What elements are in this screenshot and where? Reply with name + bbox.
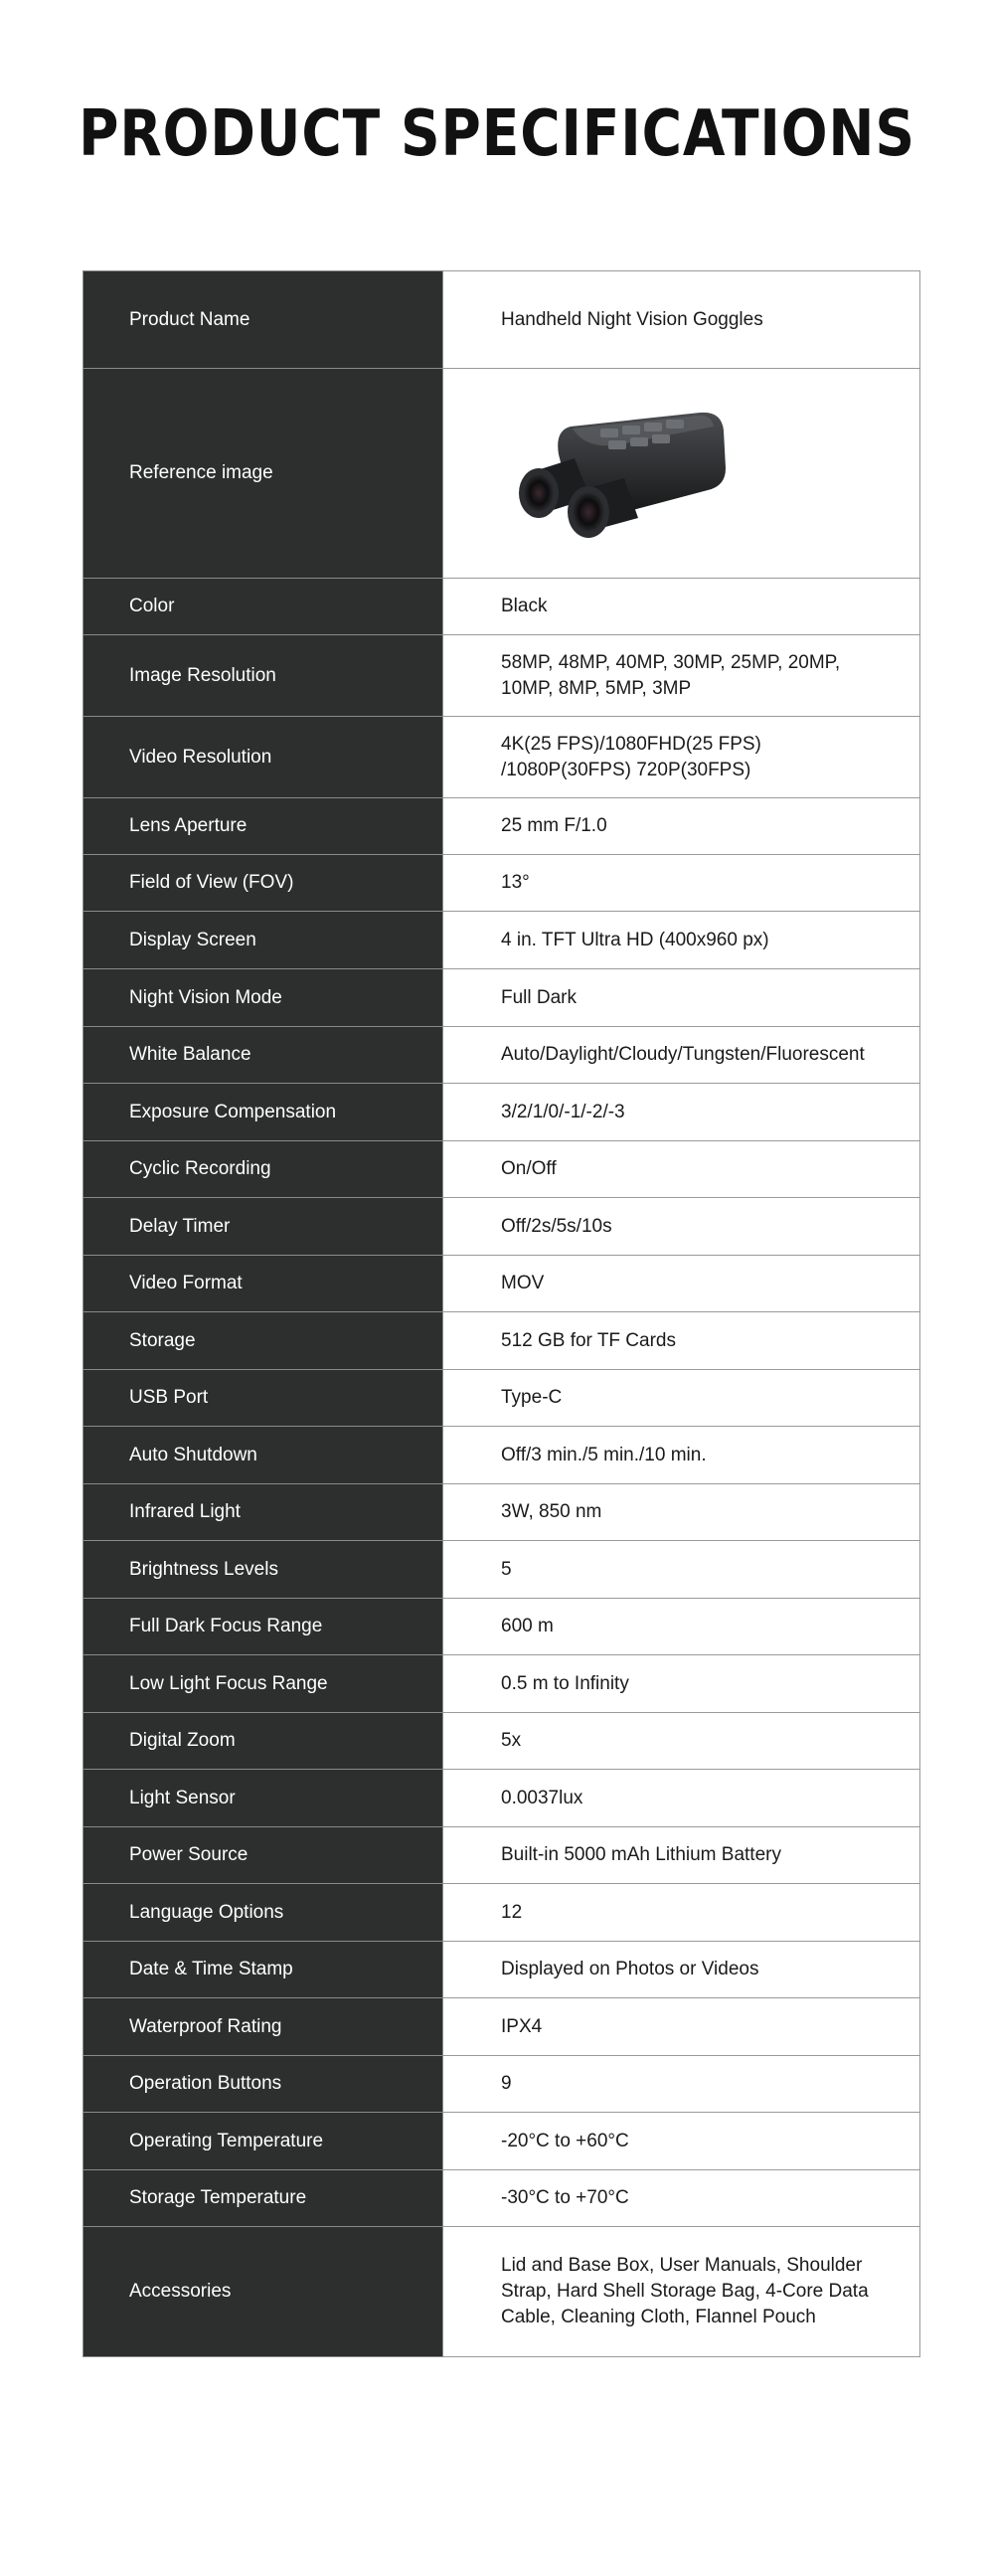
table-row	[83, 969, 920, 1027]
spec-value: Off/2s/5s/10s	[443, 1198, 920, 1256]
spec-label: Color	[83, 579, 443, 635]
spec-value: 4 in. TFT Ultra HD (400x960 px)	[443, 912, 920, 969]
table-row	[83, 1599, 920, 1655]
spec-label: Video Resolution	[83, 717, 443, 798]
table-row	[83, 1141, 920, 1198]
spec-value: Lid and Base Box, User Manuals, Shoulder Strap, Hard Shell Storage Bag, 4-Core Data Cable, Cleaning Cloth, Flannel Pouch	[443, 2227, 920, 2357]
spec-value: 5	[443, 1541, 920, 1599]
spec-value: 58MP, 48MP, 40MP, 30MP, 25MP, 20MP, 10MP, 8MP, 5MP, 3MP	[443, 635, 920, 717]
spec-value: 25 mm F/1.0	[443, 798, 920, 855]
spec-label: Product Name	[83, 271, 443, 369]
spec-label: Low Light Focus Range	[83, 1655, 443, 1713]
spec-label: Exposure Compensation	[83, 1084, 443, 1141]
spec-value: 0.5 m to Infinity	[443, 1655, 920, 1713]
table-row	[83, 1770, 920, 1827]
spec-value: MOV	[443, 1256, 920, 1312]
table-row	[83, 369, 920, 579]
spec-label: Cyclic Recording	[83, 1141, 443, 1198]
spec-label: Auto Shutdown	[83, 1427, 443, 1484]
product-image	[501, 399, 740, 548]
table-row	[83, 1541, 920, 1599]
spec-label: Operation Buttons	[83, 2056, 443, 2113]
table-row	[83, 798, 920, 855]
spec-label: Operating Temperature	[83, 2113, 443, 2170]
table-row	[83, 1827, 920, 1884]
spec-value: Auto/Daylight/Cloudy/Tungsten/Fluorescent	[443, 1027, 920, 1084]
spec-value: 3/2/1/0/-1/-2/-3	[443, 1084, 920, 1141]
night-vision-goggles-icon	[501, 399, 740, 548]
spec-value: 0.0037lux	[443, 1770, 920, 1827]
table-row	[83, 1198, 920, 1256]
spec-label: Image Resolution	[83, 635, 443, 717]
table-row	[83, 1998, 920, 2056]
spec-value: Handheld Night Vision Goggles	[443, 271, 920, 369]
table-row	[83, 1484, 920, 1541]
spec-label: Accessories	[83, 2227, 443, 2357]
table-row	[83, 912, 920, 969]
spec-value: On/Off	[443, 1141, 920, 1198]
table-row	[83, 635, 920, 717]
spec-value: 3W, 850 nm	[443, 1484, 920, 1541]
spec-label: Reference image	[83, 369, 443, 579]
spec-value: Displayed on Photos or Videos	[443, 1942, 920, 1998]
spec-label: Video Format	[83, 1256, 443, 1312]
table-row	[83, 1942, 920, 1998]
spec-value: Built-in 5000 mAh Lithium Battery	[443, 1827, 920, 1884]
spec-value: Off/3 min./5 min./10 min.	[443, 1427, 920, 1484]
table-row	[83, 2113, 920, 2170]
spec-value: Type-C	[443, 1370, 920, 1427]
spec-value: 512 GB for TF Cards	[443, 1312, 920, 1370]
table-row	[83, 855, 920, 912]
spec-label: Field of View (FOV)	[83, 855, 443, 912]
table-row	[83, 717, 920, 798]
table-row	[83, 579, 920, 635]
spec-label: White Balance	[83, 1027, 443, 1084]
spec-label: USB Port	[83, 1370, 443, 1427]
table-row	[83, 1256, 920, 1312]
spec-label: Infrared Light	[83, 1484, 443, 1541]
spec-label: Brightness Levels	[83, 1541, 443, 1599]
spec-value: Full Dark	[443, 969, 920, 1027]
reference-image-cell	[443, 369, 920, 579]
spec-label: Waterproof Rating	[83, 1998, 443, 2056]
spec-label: Lens Aperture	[83, 798, 443, 855]
spec-label: Date & Time Stamp	[83, 1942, 443, 1998]
spec-value: 600 m	[443, 1599, 920, 1655]
spec-value: Black	[443, 579, 920, 635]
table-row	[83, 1884, 920, 1942]
spec-value: 12	[443, 1884, 920, 1942]
spec-value: -30°C to +70°C	[443, 2170, 920, 2227]
table-row	[83, 1027, 920, 1084]
table-row	[83, 2170, 920, 2227]
spec-value: 9	[443, 2056, 920, 2113]
spec-value: 5x	[443, 1713, 920, 1770]
table-row	[83, 1713, 920, 1770]
spec-label: Language Options	[83, 1884, 443, 1942]
spec-value: IPX4	[443, 1998, 920, 2056]
spec-value: 4K(25 FPS)/1080FHD(25 FPS) /1080P(30FPS) 720P(30FPS)	[443, 717, 920, 798]
spec-label: Storage Temperature	[83, 2170, 443, 2227]
spec-label: Power Source	[83, 1827, 443, 1884]
table-row	[83, 2227, 920, 2357]
table-row	[83, 2056, 920, 2113]
spec-label: Delay Timer	[83, 1198, 443, 1256]
table-row	[83, 1084, 920, 1141]
spec-value: 13°	[443, 855, 920, 912]
spec-label: Light Sensor	[83, 1770, 443, 1827]
table-row	[83, 1655, 920, 1713]
page-title: PRODUCT SPECIFICATIONS	[79, 97, 915, 171]
table-row	[83, 1370, 920, 1427]
table-row	[83, 1427, 920, 1484]
spec-label: Storage	[83, 1312, 443, 1370]
spec-value: -20°C to +60°C	[443, 2113, 920, 2170]
table-row	[83, 1312, 920, 1370]
spec-label: Display Screen	[83, 912, 443, 969]
spec-label: Digital Zoom	[83, 1713, 443, 1770]
specifications-table	[83, 270, 920, 2357]
spec-label: Night Vision Mode	[83, 969, 443, 1027]
spec-label: Full Dark Focus Range	[83, 1599, 443, 1655]
table-row	[83, 271, 920, 369]
